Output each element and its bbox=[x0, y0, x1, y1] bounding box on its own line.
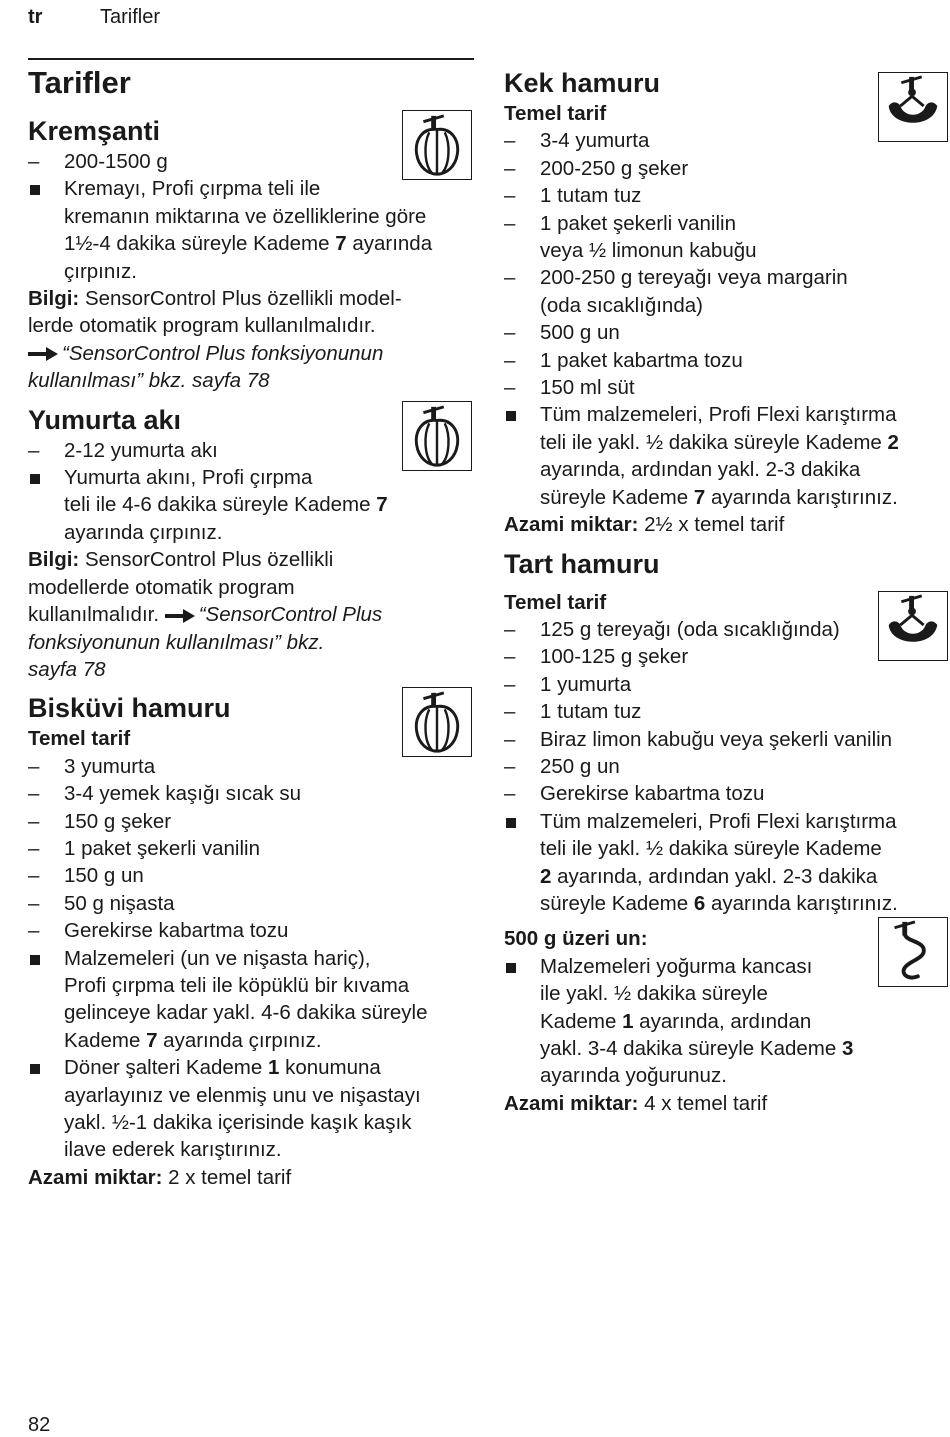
recipe-kek-hamuru bbox=[504, 66, 944, 539]
ingredient-item: – 250 g un bbox=[504, 754, 620, 778]
ingredient-item: – 200-250 g şeker bbox=[504, 156, 689, 180]
recipe-biskuvi-hamuru bbox=[28, 691, 476, 1191]
recipe-tart-hamuru bbox=[504, 547, 944, 1118]
ingredient-item: – Biraz limon kabuğu veya şekerli vanilin bbox=[504, 727, 893, 751]
page-reference-line: kullanılması” bkz. sayfa 78 bbox=[28, 369, 270, 393]
ingredient-item: – 1 paket şekerli vanilin veya ½ limonun kabuğu bbox=[504, 211, 757, 263]
recipe-yumurta-aki bbox=[28, 403, 476, 684]
max-quantity: Azami miktar: 2 x temel tarif bbox=[28, 1165, 292, 1189]
step-item: Malzemeleri yoğurma kancası ile yakl. ½ dakika süreyle Kademe 1 ayarında, ardından yakl. 3-4 dakika süreyle Kademe 3 ayarında yoğurunuz. bbox=[540, 954, 854, 1088]
page-header bbox=[28, 6, 160, 29]
arrow-right-icon bbox=[28, 347, 58, 361]
over-500g-section bbox=[504, 925, 944, 1117]
ingredient-item: – 2-12 yumurta akı bbox=[28, 438, 218, 462]
whisk-attachment-icon bbox=[402, 687, 472, 757]
page-reference-link[interactable]: kullanılmalıdır. “SensorControl Plus bbox=[28, 603, 383, 627]
ingredient-item: – 200-1500 g bbox=[28, 150, 168, 173]
step-item: Malzemeleri (un ve nişasta hariç), Profi çırpma teli ile köpüklü bir kıvama gelinceye kadar yakl. 4-6 dakika süreyle Kademe 7 ayarında çırpınız. bbox=[64, 946, 428, 1052]
page-number: 82 bbox=[28, 1414, 51, 1436]
ingredient-item: – 1 tutam tuz bbox=[504, 184, 642, 208]
max-quantity: Azami miktar: 4 x temel tarif bbox=[504, 1091, 768, 1115]
recipe-subtitle: Temel tarif bbox=[28, 727, 131, 751]
page-reference-line: fonksiyonunun kullanılması” bkz. bbox=[28, 630, 325, 654]
info-note: Bilgi: SensorControl Plus özellikli model- bbox=[28, 287, 402, 311]
recipe-subtitle: Temel tarif bbox=[504, 102, 607, 125]
step-item: Tüm malzemeleri, Profi Flexi karıştırma teli ile yakl. ½ dakika süreyle Kademe 2 ayarında, ardından yakl. 2-3 dakika süreyle Kademe 7 ayarında karıştırınız. bbox=[540, 403, 899, 509]
language-code: tr bbox=[28, 6, 43, 28]
step-item: Döner şalteri Kademe 1 konumuna ayarlayınız ve elenmiş unu ve nişastayı yakl. ½-1 dakika içerisinde kaşık kaşık ilave ederek karıştırınız. bbox=[64, 1056, 421, 1162]
ingredient-item: – 3 yumurta bbox=[28, 754, 156, 778]
ingredient-item: – 50 g nişasta bbox=[28, 891, 175, 915]
ingredient-item: – 150 ml süt bbox=[504, 376, 635, 400]
page-reference-link[interactable]: “SensorControl Plus fonksiyonunun bbox=[28, 340, 476, 367]
recipe-title: Tart hamuru bbox=[504, 548, 660, 579]
page-reference-line: sayfa 78 bbox=[28, 657, 106, 681]
ingredient-item: – 125 g tereyağı (oda sıcaklığında) bbox=[504, 617, 840, 641]
recipe-subtitle: Temel tarif bbox=[504, 590, 607, 614]
ingredient-item: – 1 tutam tuz bbox=[504, 700, 642, 724]
ingredient-item: – 100-125 g şeker bbox=[504, 645, 689, 669]
ingredient-item: – 3-4 yumurta bbox=[504, 129, 650, 153]
recipe-title: Bisküvi hamuru bbox=[28, 693, 231, 724]
recipe-title: Kremşanti bbox=[28, 116, 161, 146]
ingredient-item: – 150 g şeker bbox=[28, 809, 172, 833]
header-rule bbox=[28, 58, 474, 60]
ingredient-item: – 500 g un bbox=[504, 321, 620, 345]
left-column bbox=[28, 64, 476, 1191]
ingredient-item: – 150 g un bbox=[28, 864, 144, 888]
max-quantity: Azami miktar: 2½ x temel tarif bbox=[504, 513, 785, 537]
ingredient-item: – 1 yumurta bbox=[504, 672, 632, 696]
page-title: Tarifler bbox=[28, 65, 131, 100]
ingredient-item: – Gerekirse kabartma tozu bbox=[504, 782, 765, 806]
arrow-right-icon bbox=[165, 609, 195, 623]
ingredient-item: – 200-250 g tereyağı veya margarin (oda sıcaklığında) bbox=[504, 266, 848, 317]
ingredient-item: – 3-4 yemek kaşığı sıcak su bbox=[28, 782, 301, 806]
info-note: Bilgi: SensorControl Plus özellikli bbox=[28, 548, 334, 572]
recipe-title: Yumurta akı bbox=[28, 404, 182, 435]
recipe-title: Kek hamuru bbox=[504, 68, 661, 98]
ingredient-item: – 1 paket kabartma tozu bbox=[504, 348, 743, 372]
step-item: Tüm malzemeleri, Profi Flexi karıştırma teli ile yakl. ½ dakika süreyle Kademe 2 ayarında, ardından yakl. 2-3 dakika süreyle Kademe 6 ayarında karıştırınız. bbox=[540, 809, 898, 915]
right-column bbox=[504, 66, 944, 1117]
ingredient-item: – 1 paket şekerli vanilin bbox=[28, 836, 260, 860]
over-500g-heading: 500 g üzeri un: bbox=[504, 927, 648, 951]
info-note-line: lerde otomatik program kullanılmalıdır. bbox=[28, 314, 376, 338]
step-item: Kremayı, Profi çırpma teli ile kremanın miktarına ve özelliklerine göre 1½-4 dakika süreyle Kademe 7 ayarında çırpınız. bbox=[64, 177, 433, 283]
ingredient-item: – Gerekirse kabartma tozu bbox=[28, 919, 289, 943]
info-note-line: modellerde otomatik program bbox=[28, 575, 295, 599]
header-section: Tarifler bbox=[100, 6, 161, 28]
step-item: Yumurta akını, Profi çırpma teli ile 4-6 dakika süreyle Kademe 7 ayarında çırpınız. bbox=[64, 466, 388, 544]
recipe-kremsanti bbox=[28, 114, 476, 395]
